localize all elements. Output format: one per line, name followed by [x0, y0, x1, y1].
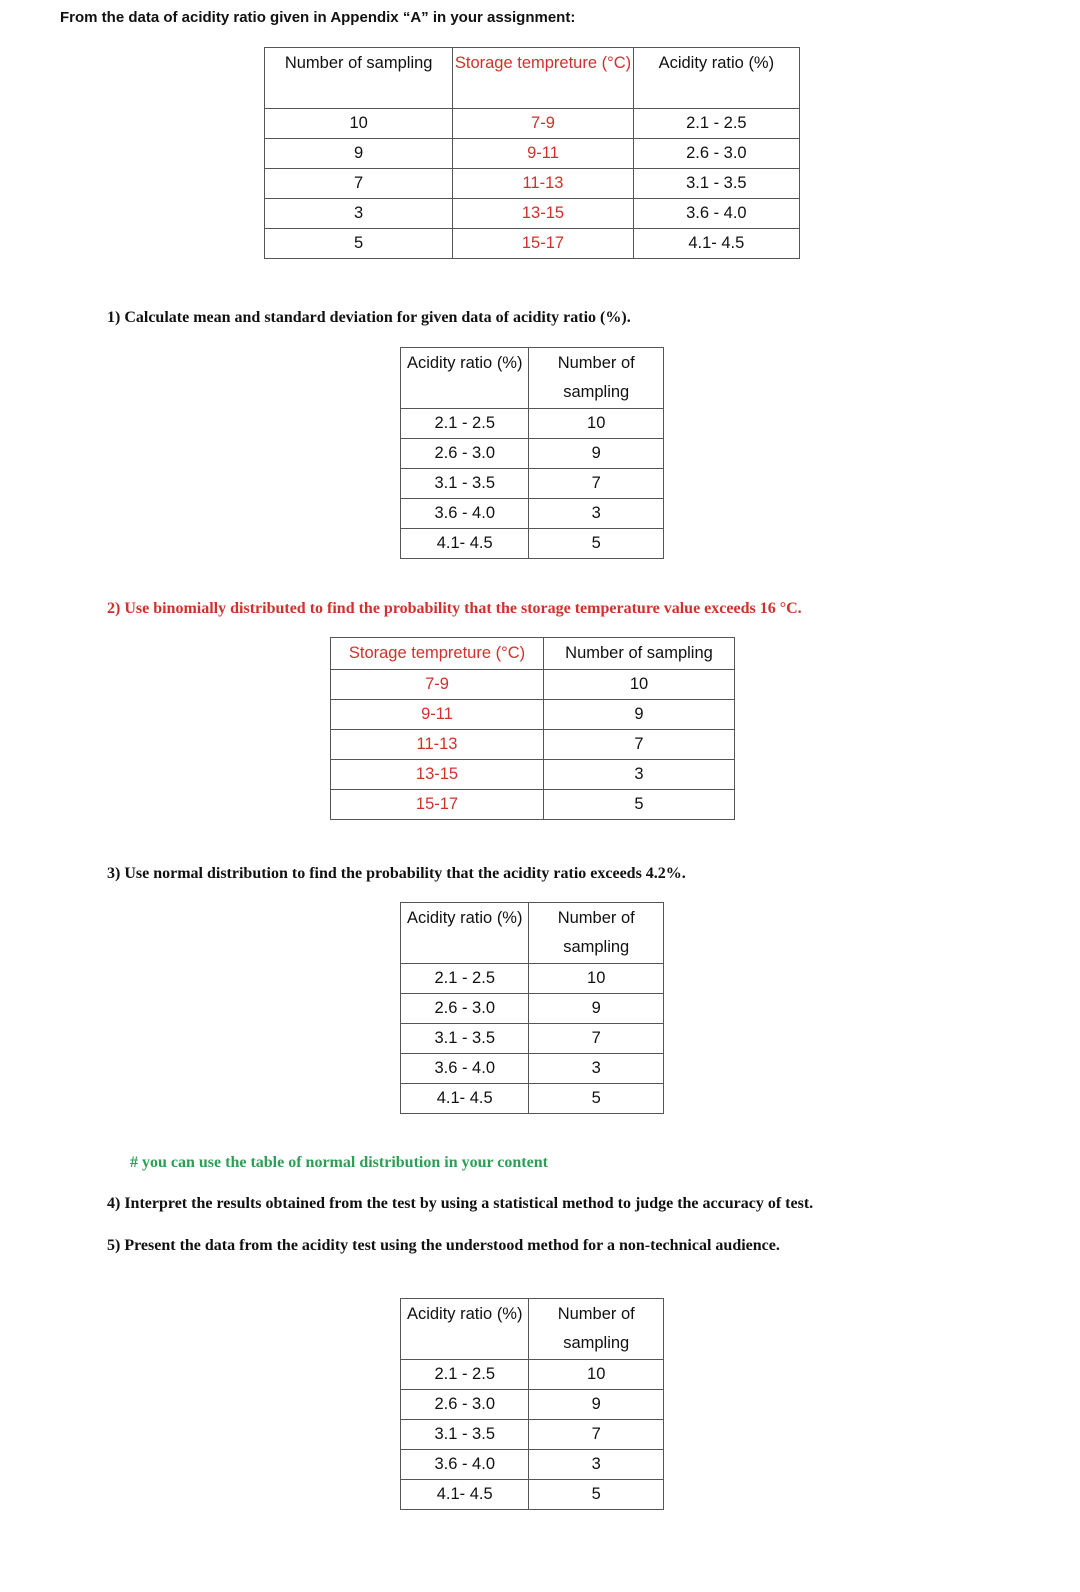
intro-text: From the data of acidity ratio given in Appendix “A” in your assignment:	[60, 9, 576, 26]
table-cell: 3.6 - 4.0	[633, 199, 799, 229]
table-cell: 2.6 - 3.0	[401, 439, 529, 469]
table-cell: 7-9	[453, 109, 633, 139]
table-cell: 10	[529, 409, 664, 439]
table-cell: 13-15	[453, 199, 633, 229]
table-cell: 9-11	[453, 139, 633, 169]
header-number-of-sampling: Number of sampling	[544, 638, 735, 670]
table-cell: 2.1 - 2.5	[401, 409, 529, 439]
acidity-table-2	[400, 902, 664, 1114]
header-acidity-ratio: Acidity ratio (%)	[401, 903, 529, 964]
table-cell: 10	[529, 964, 664, 994]
table-cell: 13-15	[331, 760, 544, 790]
table-cell: 7	[544, 730, 735, 760]
table-cell: 3.6 - 4.0	[401, 1450, 529, 1480]
header-storage-temperature: Storage tempreture (°C)	[453, 48, 633, 109]
table-cell: 9	[529, 439, 664, 469]
table-cell: 3	[529, 499, 664, 529]
question-5: 5) Present the data from the acidity test using the understood method for a non-technical audience.	[107, 1237, 780, 1254]
table-cell: 15-17	[331, 790, 544, 820]
table-cell: 2.1 - 2.5	[401, 964, 529, 994]
temperature-table	[330, 637, 735, 820]
header-number-of-sampling: Number of sampling	[529, 348, 664, 409]
table-cell: 3	[265, 199, 453, 229]
table-cell: 5	[529, 1084, 664, 1114]
header-storage-temperature: Storage tempreture (°C)	[331, 638, 544, 670]
table-cell: 3.1 - 3.5	[401, 1024, 529, 1054]
table-cell: 10	[265, 109, 453, 139]
table-cell: 7-9	[331, 670, 544, 700]
table-cell: 5	[529, 529, 664, 559]
table-cell: 3	[529, 1054, 664, 1084]
table-cell: 9	[265, 139, 453, 169]
table-cell: 7	[529, 1024, 664, 1054]
header-acidity-ratio: Acidity ratio (%)	[401, 348, 529, 409]
table-cell: 2.1 - 2.5	[401, 1360, 529, 1390]
table-cell: 4.1- 4.5	[401, 1480, 529, 1510]
table-cell: 9	[529, 1390, 664, 1420]
table-cell: 15-17	[453, 229, 633, 259]
main-data-table	[264, 47, 800, 259]
table-cell: 11-13	[331, 730, 544, 760]
table-cell: 5	[265, 229, 453, 259]
table-cell: 2.6 - 3.0	[401, 1390, 529, 1420]
table-cell: 7	[529, 1420, 664, 1450]
table-cell: 4.1- 4.5	[401, 1084, 529, 1114]
table-cell: 4.1- 4.5	[401, 529, 529, 559]
acidity-table-3	[400, 1298, 664, 1510]
table-cell: 3.6 - 4.0	[401, 499, 529, 529]
table-cell: 9	[529, 994, 664, 1024]
question-4: 4) Interpret the results obtained from the test by using a statistical method to judge the accuracy of test.	[107, 1195, 814, 1212]
table-cell: 2.6 - 3.0	[401, 994, 529, 1024]
normal-table-note: # you can use the table of normal distribution in your content	[130, 1154, 548, 1171]
table-cell: 10	[544, 670, 735, 700]
table-cell: 3	[544, 760, 735, 790]
table-cell: 2.1 - 2.5	[633, 109, 799, 139]
table-cell: 3.1 - 3.5	[633, 169, 799, 199]
header-number-of-sampling: Number of sampling	[529, 903, 664, 964]
table-cell: 2.6 - 3.0	[633, 139, 799, 169]
table-cell: 5	[529, 1480, 664, 1510]
header-number-of-sampling: Number of sampling	[265, 48, 453, 109]
table-cell: 11-13	[453, 169, 633, 199]
table-cell: 4.1- 4.5	[633, 229, 799, 259]
table-cell: 7	[529, 469, 664, 499]
table-cell: 3	[529, 1450, 664, 1480]
table-cell: 3.1 - 3.5	[401, 469, 529, 499]
header-acidity-ratio: Acidity ratio (%)	[401, 1299, 529, 1360]
table-cell: 3.6 - 4.0	[401, 1054, 529, 1084]
acidity-table-1	[400, 347, 664, 559]
table-cell: 10	[529, 1360, 664, 1390]
table-cell: 5	[544, 790, 735, 820]
question-2: 2) Use binomially distributed to find the probability that the storage temperature value exceeds 16 °C.	[107, 600, 802, 617]
question-1: 1) Calculate mean and standard deviation for given data of acidity ratio (%).	[107, 309, 631, 326]
table-cell: 7	[265, 169, 453, 199]
table-cell: 3.1 - 3.5	[401, 1420, 529, 1450]
question-3: 3) Use normal distribution to find the probability that the acidity ratio exceeds 4.2%.	[107, 865, 686, 882]
header-number-of-sampling: Number of sampling	[529, 1299, 664, 1360]
table-cell: 9	[544, 700, 735, 730]
table-cell: 9-11	[331, 700, 544, 730]
header-acidity-ratio: Acidity ratio (%)	[633, 48, 799, 109]
